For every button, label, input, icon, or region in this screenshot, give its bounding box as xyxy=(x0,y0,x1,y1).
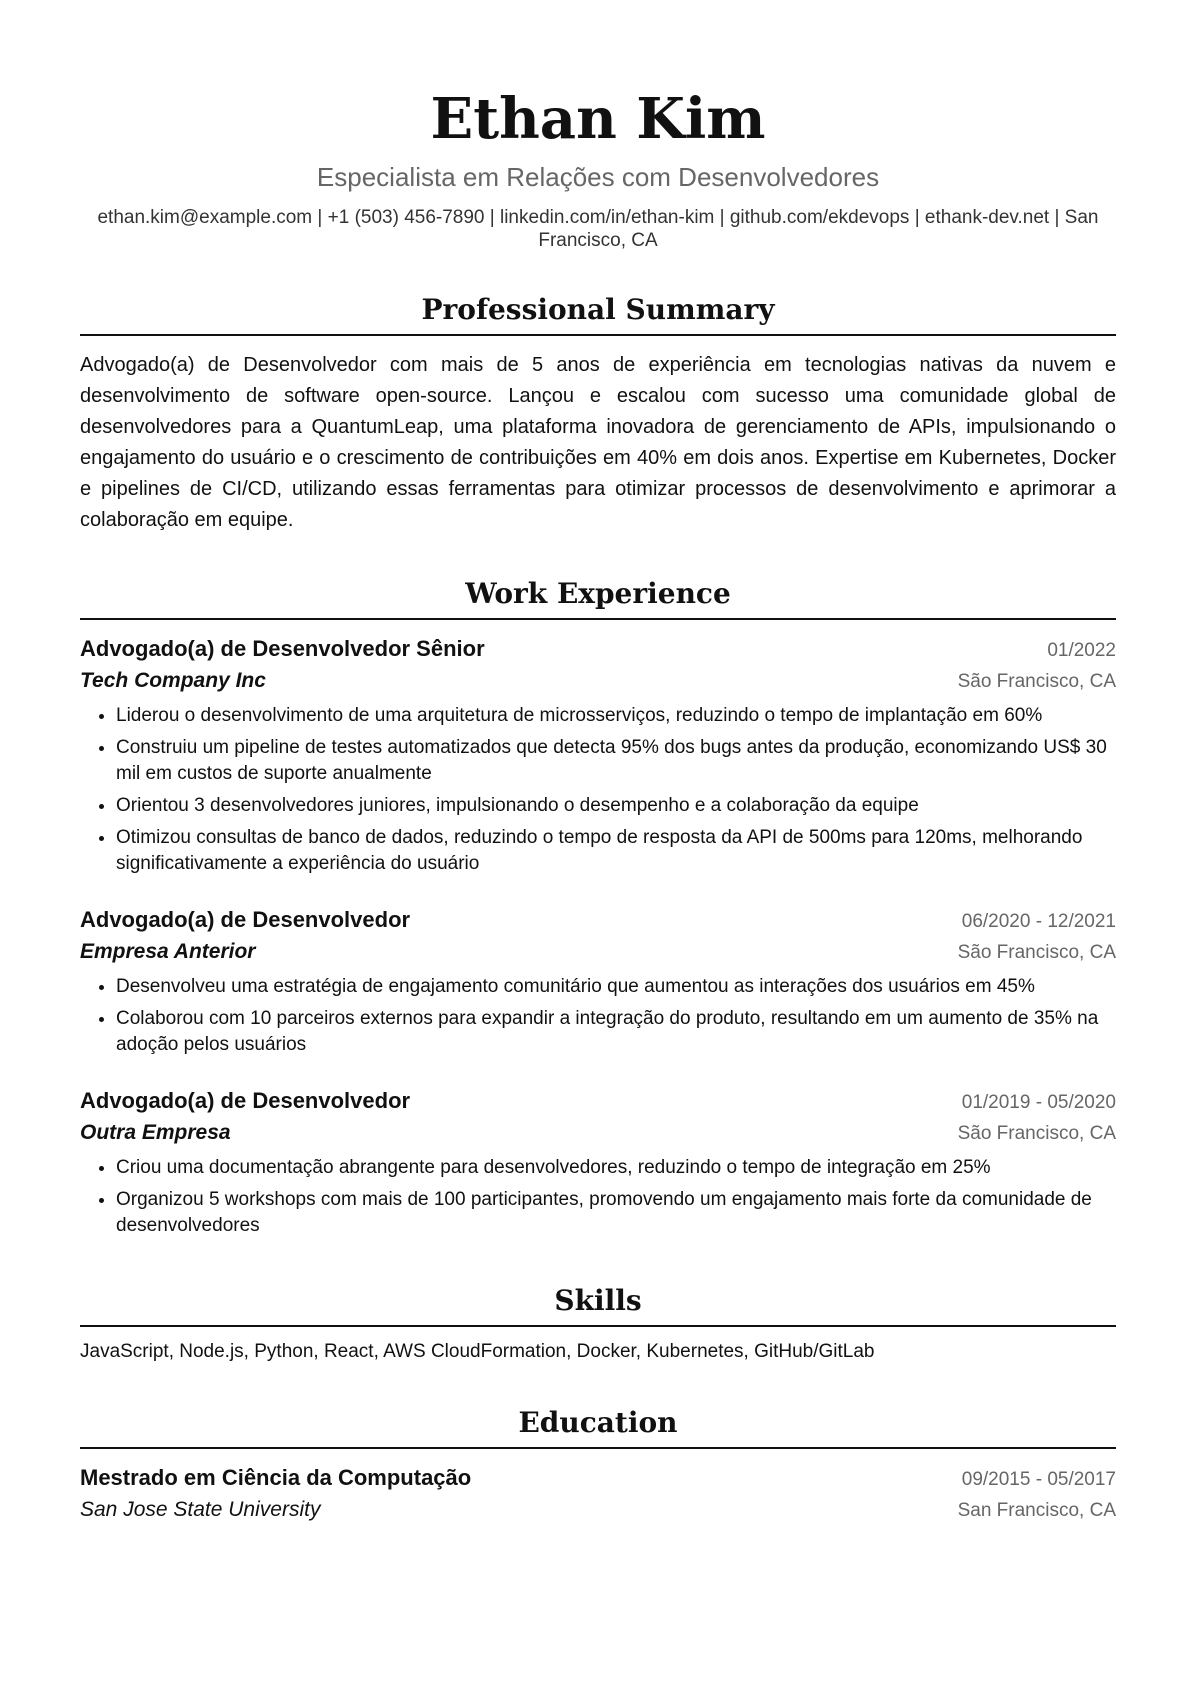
summary-text: Advogado(a) de Desenvolvedor com mais de 5 anos de experiência em tecnologias nativas da nuvem e desenvolvimento de software open-source. Lançou e escalou com sucesso uma comunidade global de desenvolvedores para a QuantumLeap, uma plataforma inovadora de gerenciamento de APIs, impulsionando o engajamento do usuário e o crescimento de contribuições em 40% em dois anos. Expertise em Kubernetes, Docker e pipelines de CI/CD, utilizando essas ferramentas para otimizar processos de desenvolvimento e aprimorar a colaboração em equipe. xyxy=(80,354,1116,531)
job-bullet: • Orientou 3 desenvolvedores juniores, impulsionando o desempenho e a colaboração da equipe xyxy=(116,793,1116,819)
job-company: Outra Empresa xyxy=(80,1121,231,1144)
job-bullet: • Colaborou com 10 parceiros externos para expandir a integração do produto, resultando em um aumento de 35% na adoção pelos usuários xyxy=(116,1006,1116,1058)
job-bullets xyxy=(80,703,1116,877)
job-title: Advogado(a) de Desenvolvedor xyxy=(80,907,411,932)
experience-heading: Work Experience xyxy=(465,577,731,610)
skills-list: JavaScript, Node.js, Python, React, AWS CloudFormation, Docker, Kubernetes, GitHub/GitLab xyxy=(80,1341,875,1362)
job-date: 06/2020 - 12/2021 xyxy=(961,911,1116,932)
job-location: São Francisco, CA xyxy=(957,671,1116,692)
contact-line: ethan.kim@example.com | +1 (503) 456-7890 | linkedin.com/in/ethan-kim | github.com/ekdevops | ethank-dev.net | San Francisco, CA xyxy=(97,207,1099,251)
education-location: San Francisco, CA xyxy=(957,1500,1116,1521)
job-bullet: • Construiu um pipeline de testes automatizados que detecta 95% dos bugs antes da produção, economizando US$ 30 mil em custos de suporte anualmente xyxy=(116,735,1116,787)
job-date: 01/2019 - 05/2020 xyxy=(961,1092,1116,1113)
skills-section xyxy=(80,1283,1116,1365)
school-name: San Jose State University xyxy=(80,1498,321,1521)
section-divider xyxy=(80,1325,1116,1327)
job-entry xyxy=(80,1086,1116,1239)
job-bullet: • Desenvolveu uma estratégia de engajamento comunitário que aumentou as interações dos usuários em 45% xyxy=(116,974,1116,1000)
job-bullet: • Liderou o desenvolvimento de uma arquitetura de microsserviços, reduzindo o tempo de implantação em 60% xyxy=(116,703,1116,729)
job-company: Tech Company Inc xyxy=(80,669,266,692)
job-location: São Francisco, CA xyxy=(957,942,1116,963)
job-entry xyxy=(80,634,1116,877)
section-divider xyxy=(80,1447,1116,1449)
job-company: Empresa Anterior xyxy=(80,940,256,963)
job-bullet: • Organizou 5 workshops com mais de 100 participantes, promovendo um engajamento mais forte da comunidade de desenvolvedores xyxy=(116,1187,1116,1239)
job-bullet: • Otimizou consultas de banco de dados, reduzindo o tempo de resposta da API de 500ms para 120ms, melhorando significativamente a experiência do usuário xyxy=(116,825,1116,877)
section-divider xyxy=(80,618,1116,620)
skills-heading: Skills xyxy=(554,1284,642,1317)
resume-header xyxy=(80,80,1116,252)
education-entry xyxy=(80,1463,1116,1526)
job-date: 01/2022 xyxy=(1047,640,1116,661)
job-entry xyxy=(80,905,1116,1058)
summary-heading: Professional Summary xyxy=(421,293,775,326)
education-date: 09/2015 - 05/2017 xyxy=(961,1469,1116,1490)
job-bullet: • Criou uma documentação abrangente para desenvolvedores, reduzindo o tempo de integração em 25% xyxy=(116,1155,1116,1181)
education-section xyxy=(80,1405,1116,1526)
candidate-headline: Especialista em Relações com Desenvolvedores xyxy=(316,162,880,192)
job-bullets xyxy=(80,1155,1116,1239)
degree-title: Mestrado em Ciência da Computação xyxy=(80,1465,472,1490)
section-divider xyxy=(80,334,1116,336)
resume-page xyxy=(80,80,1116,1526)
experience-section xyxy=(80,576,1116,1239)
summary-section xyxy=(80,292,1116,536)
job-title: Advogado(a) de Desenvolvedor xyxy=(80,1088,411,1113)
job-title: Advogado(a) de Desenvolvedor Sênior xyxy=(80,636,485,661)
job-location: São Francisco, CA xyxy=(957,1123,1116,1144)
education-heading: Education xyxy=(518,1406,678,1439)
job-bullets xyxy=(80,974,1116,1058)
candidate-name: Ethan Kim xyxy=(430,86,766,152)
